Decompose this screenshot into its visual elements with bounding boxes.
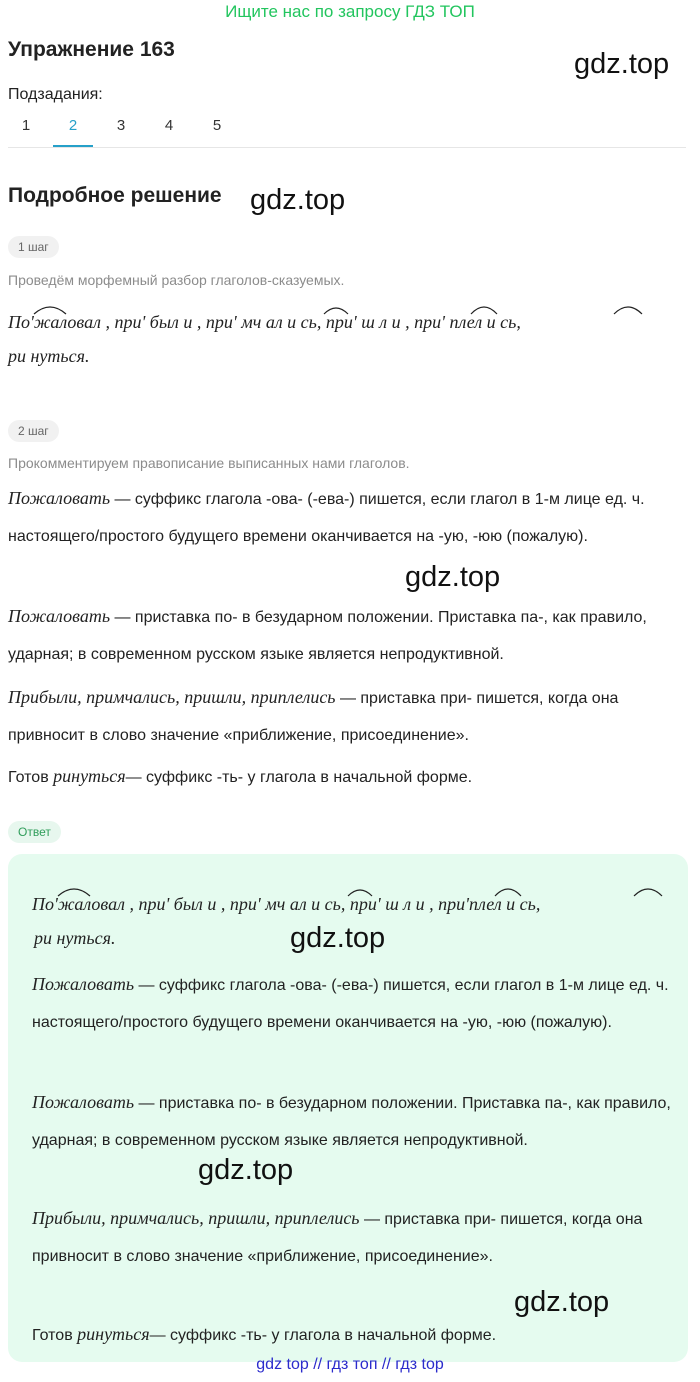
example-word: ринуться [53,766,126,786]
subtask-tab-1[interactable]: 1 [21,117,31,134]
example-words: Прибыли, примчались, пришли, приплелись [8,687,336,707]
solution-heading: Подробное решение [8,184,222,207]
answer-paragraph [32,1084,672,1159]
answer-morpheme-line-2: ри нуться. [34,928,116,948]
morpheme-line-2: ри нуться. [8,346,90,366]
example-word: Пожаловать [8,606,111,626]
exercise-title: Упражнение 163 [8,38,175,61]
watermark: gdz.top [250,184,346,216]
example-word: Пожаловать [8,488,111,508]
paragraph-text: — суффикс глагола -ова- (-ева-) пишется, если глагол в 1-м лице ед. ч. настоящего/простого будущего времени оканчивается на -ую, -юю (пожалую). [32,977,669,1031]
step-1-note: Проведём морфемный разбор глаголов-сказуемых. [8,272,345,288]
subtask-tab-2[interactable]: 2 [68,117,78,134]
morpheme-line-1: По'жаловал , при' был и , при' мч ал и сь, при' ш л и , при' плел и сь, [8,312,521,332]
answer-badge: Ответ [8,821,61,843]
subtask-tab-3[interactable]: 3 [116,117,126,134]
watermark: gdz.top [198,1154,294,1186]
example-word: Пожаловать [32,1092,135,1112]
promo-banner: Ищите нас по запросу ГДЗ ТОП [225,2,475,21]
answer-paragraph [32,1200,672,1275]
watermark: gdz.top [574,48,670,80]
step-1-badge: 1 шаг [8,236,59,258]
paragraph-text: Готов [8,769,54,786]
footer-links[interactable]: gdz top // гдз топ // гдз top [256,1356,444,1373]
paragraph-text: — суффикс -ть- у глагола в начальной форме. [125,769,473,786]
watermark: gdz.top [514,1286,610,1318]
paragraph-text: Готов [32,1327,78,1344]
example-words: Прибыли, примчались, пришли, приплелись [32,1208,360,1228]
paragraph-text: — приставка по- в безударном положении. Приставка па-, как правило, ударная; в современном русском языке является непродуктивной. [8,609,647,663]
step-2-badge: 2 шаг [8,420,59,442]
paragraph [8,598,688,673]
tabs-divider [8,147,686,148]
paragraph-text: — суффикс глагола -ова- (-ева-) пишется, если глагол в 1-м лице ед. ч. настоящего/простого будущего времени оканчивается на -ую, -юю (пожалую). [8,491,645,545]
subtasks-label: Подзадания: [8,86,103,103]
paragraph-text: — приставка по- в безударном положении. Приставка па-, как правило, ударная; в современном русском языке является непродуктивной. [32,1095,671,1149]
paragraph [8,758,688,796]
step-2-note: Прокомментируем правописание выписанных нами глаголов. [8,455,410,471]
paragraph-text: — суффикс -ть- у глагола в начальной форме. [149,1327,497,1344]
answer-morpheme-line-1: По'жаловал , при' был и , при' мч ал и сь, при' ш л и , при'плел и сь, [32,894,541,914]
paragraph-text: — приставка при- пишется, когда она привносит в слово значение «приближение, присоединение». [8,690,619,744]
answer-paragraph [32,1316,672,1354]
example-word: ринуться [77,1324,150,1344]
paragraph [8,679,688,754]
example-word: Пожаловать [32,974,135,994]
active-tab-indicator [53,145,93,147]
subtask-tab-5[interactable]: 5 [212,117,222,134]
paragraph [8,480,688,555]
watermark: gdz.top [405,561,501,593]
answer-paragraph [32,966,672,1041]
subtask-tab-4[interactable]: 4 [164,117,174,134]
watermark: gdz.top [290,922,386,954]
paragraph-text: — приставка при- пишется, когда она привносит в слово значение «приближение, присоединение». [32,1211,643,1265]
